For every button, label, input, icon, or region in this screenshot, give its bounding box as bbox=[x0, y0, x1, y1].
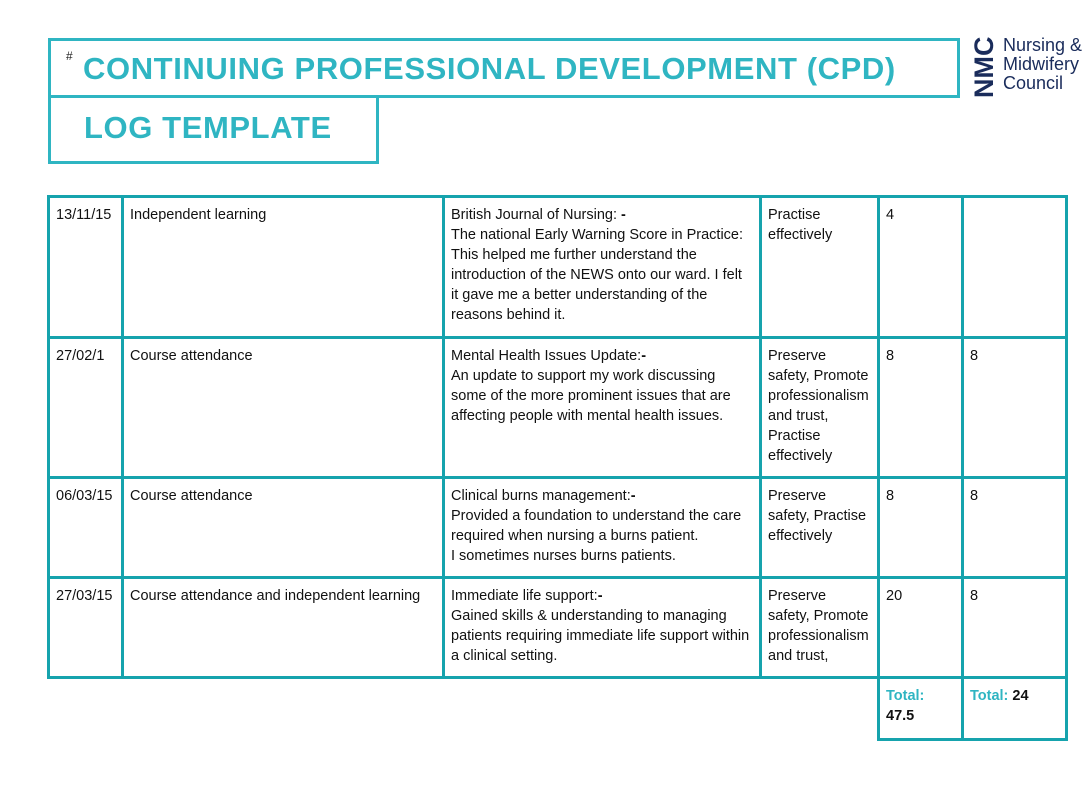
table-row bbox=[49, 478, 1067, 578]
participatory-cell bbox=[963, 197, 1067, 338]
nmc-logo bbox=[969, 35, 1090, 100]
totals-row bbox=[49, 678, 1067, 740]
title-banner bbox=[48, 38, 960, 98]
topic-body: The national Early Warning Score in Practice: This helped me further understand the introduction of the NEWS onto our ward. I felt it gave me a better understanding of the reasons behind it. bbox=[451, 227, 744, 323]
table-row bbox=[49, 338, 1067, 478]
subtitle-banner bbox=[48, 98, 379, 164]
nmc-logo-mark-text: NMC bbox=[969, 36, 999, 98]
total-hours-label: Total: bbox=[886, 688, 925, 704]
total-hours-value: 47.5 bbox=[886, 708, 915, 724]
topic-cell bbox=[444, 197, 761, 338]
topic-dash: - bbox=[597, 588, 603, 604]
participatory-cell: 8 bbox=[963, 478, 1067, 578]
hours-cell: 8 bbox=[879, 478, 963, 578]
total-participatory-label: Total: bbox=[970, 688, 1009, 704]
code-cell: Preserve safety, Practise effectively bbox=[761, 478, 879, 578]
topic-body: Gained skills & understanding to managing patients requiring immediate life support within a clinical setting. bbox=[451, 608, 750, 664]
nmc-logo-icon bbox=[969, 36, 999, 98]
cpd-log-table bbox=[47, 195, 1068, 741]
method-cell: Course attendance bbox=[123, 478, 444, 578]
topic-body: Provided a foundation to understand the care required when nursing a burns patient. bbox=[451, 508, 742, 544]
total-participatory-value: 24 bbox=[1012, 688, 1029, 704]
table-row bbox=[49, 197, 1067, 338]
topic-title: Mental Health Issues Update: bbox=[451, 348, 642, 364]
code-cell: Preserve safety, Promote professionalism and trust, bbox=[761, 578, 879, 678]
participatory-cell: 8 bbox=[963, 338, 1067, 478]
topic-dash: - bbox=[641, 348, 647, 364]
date-cell: 27/03/15 bbox=[49, 578, 123, 678]
nmc-logo-text bbox=[1003, 36, 1082, 93]
topic-cell bbox=[444, 338, 761, 478]
hash-mark: # bbox=[66, 49, 73, 63]
method-cell: Course attendance and independent learning bbox=[123, 578, 444, 678]
total-participatory-cell bbox=[963, 678, 1067, 740]
date-cell: 06/03/15 bbox=[49, 478, 123, 578]
page-subtitle: LOG TEMPLATE bbox=[84, 110, 332, 145]
code-cell: Preserve safety, Promote professionalism and trust, Practise effectively bbox=[761, 338, 879, 478]
logo-line-3: Council bbox=[1003, 73, 1064, 93]
date-cell: 27/02/1 bbox=[49, 338, 123, 478]
topic-dash: - bbox=[621, 207, 626, 223]
hours-cell: 4 bbox=[879, 197, 963, 338]
hours-cell: 20 bbox=[879, 578, 963, 678]
topic-body-extra: I sometimes nurses burns patients. bbox=[451, 548, 676, 564]
logo-line-2: Midwifery bbox=[1003, 54, 1080, 74]
topic-title: British Journal of Nursing: bbox=[451, 207, 618, 223]
topic-title: Immediate life support: bbox=[451, 588, 598, 604]
hours-cell: 8 bbox=[879, 338, 963, 478]
logo-line-1: Nursing & bbox=[1003, 35, 1083, 55]
topic-cell bbox=[444, 478, 761, 578]
topic-title: Clinical burns management: bbox=[451, 488, 631, 504]
method-cell: Independent learning bbox=[123, 197, 444, 338]
table-row bbox=[49, 578, 1067, 678]
participatory-cell: 8 bbox=[963, 578, 1067, 678]
date-cell: 13/11/15 bbox=[49, 197, 123, 338]
method-cell: Course attendance bbox=[123, 338, 444, 478]
page-title: CONTINUING PROFESSIONAL DEVELOPMENT (CPD) bbox=[83, 51, 896, 86]
topic-dash: - bbox=[630, 488, 636, 504]
topic-cell bbox=[444, 578, 761, 678]
total-hours-cell bbox=[879, 678, 963, 740]
code-cell: Practise effectively bbox=[761, 197, 879, 338]
topic-body: An update to support my work discussing some of the more prominent issues that are affecting people with mental health issues. bbox=[451, 368, 731, 424]
